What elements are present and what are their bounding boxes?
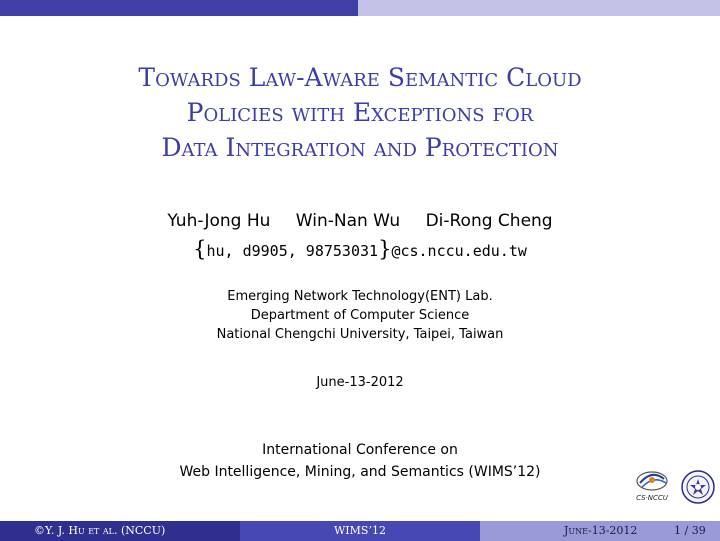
top-progress-bar (0, 0, 720, 16)
slide-footer (0, 521, 720, 541)
email-users: hu, d9905, 98753031 (206, 242, 379, 260)
email-open-brace: { (193, 237, 207, 261)
affiliation (0, 287, 720, 344)
author-3: Di-Rong Cheng (425, 211, 553, 231)
nccu-seal (681, 470, 715, 504)
footer-right (480, 521, 720, 541)
top-bar-right (358, 0, 720, 16)
footer-event: WIMS’12 (334, 524, 386, 537)
footer-center (240, 521, 480, 541)
title-line-1: Towards Law-Aware Semantic Cloud (138, 63, 582, 92)
footer-author: ©Y. J. Hu et al. (NCCU) (34, 524, 166, 537)
slide-title (0, 60, 720, 165)
footer-page-number: 1 / 39 (674, 524, 706, 537)
email-close-brace: } (378, 237, 392, 261)
svg-text:CS·NCCU: CS·NCCU (636, 494, 668, 502)
author-2: Win-Nan Wu (295, 211, 401, 231)
footer-left (0, 521, 240, 541)
title-line-2: Policies with Exceptions for (186, 98, 534, 127)
presentation-date: June-13-2012 (316, 375, 404, 390)
conference (0, 439, 720, 483)
footer-date: June-13-2012 (564, 524, 638, 537)
top-bar-left (0, 0, 358, 16)
cs-nccu-logo (632, 467, 672, 503)
affiliation-department: Department of Computer Science (250, 308, 470, 323)
email-domain: @cs.nccu.edu.tw (391, 242, 527, 260)
author-emails (0, 237, 720, 261)
affiliation-lab: Emerging Network Technology(ENT) Lab. (227, 289, 493, 304)
conference-line-1: International Conference on (262, 442, 458, 458)
authors (0, 211, 720, 231)
title-line-3: Data Integration and Protection (161, 133, 559, 162)
author-1: Yuh-Jong Hu (167, 211, 271, 231)
conference-line-2: Web Intelligence, Mining, and Semantics (WIMS’12) (179, 464, 541, 480)
affiliation-university: National Chengchi University, Taipei, Taiwan (216, 327, 504, 342)
